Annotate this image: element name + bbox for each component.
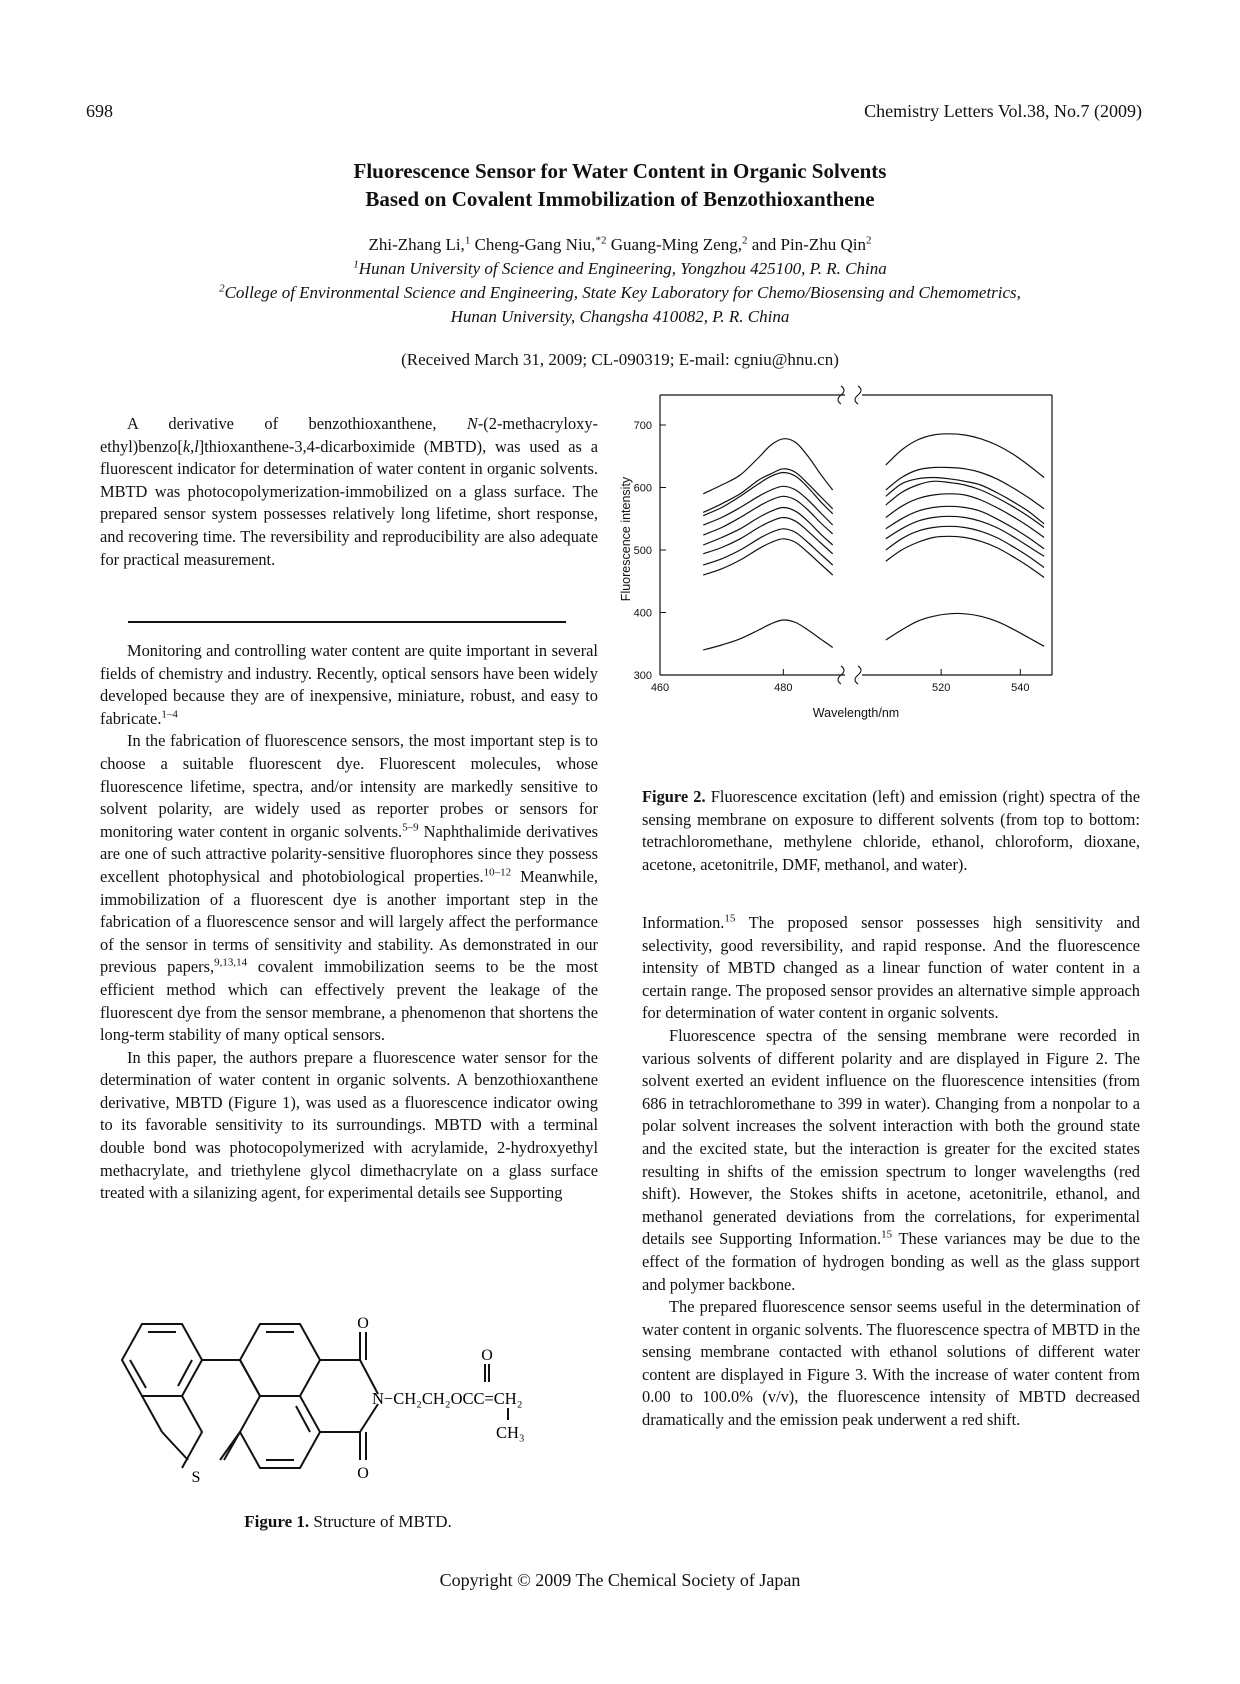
page-number: 698 — [86, 101, 113, 121]
p2-ref-2: 10–12 — [483, 866, 512, 879]
excitation-line-acetonitrile — [703, 518, 833, 554]
title-line-2: Based on Covalent Immobilization of Benzothioxanthene — [365, 187, 875, 211]
author-1: Zhi-Zhang Li, — [368, 235, 465, 254]
emission-line-tetrachloromethane — [886, 434, 1044, 478]
abstract-text-g: ]thioxanthene-3,4-dicarboximide (MBTD), was used as a fluorescent indicator for determination of water content in organic solvents. MBTD was photocopolymerization-immobilized on a glass surface. The prepared sensor system possesses relatively long lifetime, short response, and recovering time. The reversibility and reproducibility are also adequate for practical measurement. — [100, 436, 598, 569]
p2-text-b: Naphthalimide derivatives are one of such attractive polarity-sensitive fluorophores since they possess excellent photophysical and photobiological properties. — [100, 821, 599, 886]
author-4: and Pin-Zhu Qin — [747, 235, 866, 254]
atom-s: S — [191, 1469, 201, 1486]
author-block — [0, 233, 1240, 329]
figure-2-caption-text: Fluorescence excitation (left) and emission (right) spectra of the sensing membrane on exposure to different solvents (from top to bottom: tetrachloromethane, methylene chloride, ethanol, chloroform, dioxane, acetone, acetonitrile, DMF, methanol, and water). — [642, 787, 1140, 874]
body-right-column — [642, 912, 1140, 1432]
author-4-sup: 2 — [865, 234, 872, 247]
naphthalene-ring-1 — [240, 1324, 320, 1396]
emission-line-dioxane — [886, 494, 1044, 538]
y-tick-label: 300 — [633, 670, 652, 682]
y-tick-label: 500 — [633, 545, 652, 557]
paragraph-spectra — [642, 1025, 1140, 1296]
y-tick-label: 400 — [633, 607, 652, 620]
body-left-column — [100, 640, 598, 1205]
paragraph-fabrication — [100, 730, 598, 1046]
naphthalene-ring-2 — [240, 1396, 320, 1468]
atom-o-bottom: O — [357, 1465, 369, 1482]
side-chain-formula: N−CH₂CH₂OCC=CH₂ — [372, 1389, 523, 1408]
r-p1-text-a: Information. — [642, 913, 725, 932]
r-p2-ref: 15 — [881, 1228, 893, 1241]
paragraph-water-content: The prepared fluorescence sensor seems useful in the determination of water content in organic solvents. The fluorescence spectra of MBTD in the sensing membrane contacted with ethanol solutions of different water content are displayed in Figure 3. With the increase of water content from 0.00 to 100.0% (v/v), the fluorescence intensity of MBTD decreased dramatically and the emission peak underwent a red shift. — [642, 1297, 1140, 1430]
r-p1-ref: 15 — [724, 912, 736, 925]
methyl-group: CH₃ — [496, 1423, 525, 1442]
paragraph-this-paper: In this paper, the authors prepare a fluorescence water sensor for the determination of water content in organic solvents. A benzothioxanthene derivative, MBTD (Figure 1), was used as a fluorescence indicator owing to its favorable sensitivity to its surroundings. MBTD with a terminal double bond was photocopolymerized with acrylamide, 2-hydroxyethyl methacrylate, and triethylene glycol dimethacrylate on a glass surface treated with a silanizing agent, for experimental details see Supporting — [100, 1047, 598, 1203]
excitation-line-water — [703, 620, 833, 650]
excitation-line-chloroform — [703, 486, 833, 525]
r-p2-text-a: Fluorescence spectra of the sensing membrane were recorded in various solvents of different polarity and are displayed in Figure 2. The solvent exerted an evident influence on the fluorescence intensities (from 686 in tetrachloromethane to 399 in water). Changing from a nonpolar to a polar solvent increases the solvent interaction with both the ground state and the excited state, but the interaction is greater for the excited states resulting in shifts of the emission spectrum to longer wavelengths (red shift). However, the Stokes shifts in acetone, acetonitrile, ethanol, and methanol generated deviations from the correlations, for experimental details see Supporting Information. — [642, 1025, 1140, 1249]
journal-citation: Chemistry Letters Vol.38, No.7 (2009) — [864, 101, 1142, 121]
x-tick-label: 540 — [1011, 682, 1030, 694]
aff2-line1: College of Environmental Science and Engineering, State Key Laboratory for Chemo/Biosensing and Chemometrics, — [224, 283, 1021, 302]
figure-1-caption — [108, 1512, 588, 1532]
axis-break-mark — [855, 386, 861, 404]
aff1-sup: 1 — [353, 258, 359, 271]
excitation-line-dioxane — [703, 496, 833, 535]
p2-text-d: covalent immobilization seems to be the most efficient method which can effectively prevent the leakage of the fluorescent dye from the sensor membrane, a phenomenon that shortens the long-term stability of many optical sensors. — [100, 957, 598, 1045]
excitation-line-acetone — [703, 508, 833, 546]
abstract — [100, 413, 598, 571]
r-p1-text-b: The proposed sensor possesses high sensitivity and selectivity, good reversibility, and rapid response. And the fluorescence intensity of MBTD changed as a linear function of water content in a certain range. The proposed sensor provides an alternative simple approach for determination of water content in organic solvents. — [642, 913, 1140, 1023]
y-tick-label: 600 — [633, 482, 652, 495]
abstract-divider — [128, 621, 566, 623]
p1-text: Monitoring and controlling water content are quite important in several fields of chemistry and industry. Recently, optical sensors have been widely developed because they are of inexpensive, miniature, robust, and easy to fabricate. — [100, 641, 598, 728]
paper-title — [0, 157, 1240, 213]
paragraph-intro — [100, 640, 598, 730]
received-line: (Received March 31, 2009; CL-090319; E-mail: cgniu@hnu.cn) — [401, 350, 839, 369]
x-tick-label: 460 — [650, 682, 670, 694]
aff2-sup: 2 — [219, 282, 225, 295]
y-axis-label: Fluorescence intensity — [619, 476, 633, 602]
abstract-italic-l: l — [194, 436, 199, 456]
abstract-text-c: -(2-methacryloxy-ethyl)benzo[ — [100, 414, 598, 456]
excitation-line-tetrachloromethane — [703, 439, 833, 494]
author-2: Cheng-Gang Niu, — [470, 235, 596, 254]
p2-text-a: In the fabrication of fluorescence sensors, the most important step is to choose a suitable fluorescent dye. Fluorescent molecules, whose fluorescence lifetime, spectra, and/or intensity are markedly sensitive to solvent polarity, are widely used as reporter probes or sensors for monitoring water content in organic solvents. — [100, 731, 598, 841]
emission-line-methanol — [886, 536, 1044, 577]
y-tick-label: 700 — [633, 420, 652, 432]
figure-1-label: Figure 1. — [244, 1512, 310, 1531]
x-tick-label: 520 — [931, 682, 951, 694]
author-3-sup: 2 — [741, 234, 748, 247]
p2-text-c: Meanwhile, immobilization of a fluorescent dye is another important step in the fabrication of a fluorescence sensor and will largely affect the performance of the sensor in terms of sensitivity and stability. As demonstrated in our previous papers, — [100, 866, 598, 977]
atom-o-top: O — [357, 1315, 369, 1332]
affiliation-2 — [0, 281, 1240, 305]
figure-2-caption — [642, 786, 1140, 876]
title-line-1: Fluorescence Sensor for Water Content in Organic Solvents — [353, 159, 887, 183]
author-2-sup: *2 — [595, 234, 607, 247]
copyright-footer: Copyright © 2009 The Chemical Society of Japan — [439, 1570, 801, 1590]
figure-2-chart — [619, 405, 1180, 775]
author-names — [0, 233, 1240, 257]
abstract-text-a: A derivative of benzothioxanthene, — [127, 414, 467, 433]
p2-ref-3: 9,13,14 — [214, 956, 248, 969]
emission-line-water — [886, 613, 1044, 646]
affiliation-1 — [0, 257, 1240, 281]
excitation-line-methanol — [703, 539, 833, 575]
abstract-text-e: , — [190, 436, 195, 456]
aff1-text: Hunan University of Science and Engineering, Yongzhou 425100, P. R. China — [358, 259, 887, 278]
figure-1-caption-text: Structure of MBTD. — [313, 1512, 452, 1531]
axis-break-mark — [855, 666, 861, 684]
figure-1-structure — [100, 1315, 620, 1508]
excitation-line-ethanol — [703, 473, 833, 516]
x-tick-label: 480 — [774, 682, 793, 694]
atom-o-ester: O — [481, 1347, 493, 1364]
author-3: Guang-Ming Zeng, — [606, 235, 742, 254]
x-axis-label: Wavelength/nm — [812, 706, 900, 720]
abstract-italic-k: k — [182, 436, 191, 456]
benzene-ring — [122, 1324, 202, 1396]
abstract-italic-n: N — [466, 414, 478, 433]
author-1-sup: 1 — [464, 234, 471, 247]
figure-2-label: Figure 2. — [642, 787, 706, 806]
affiliation-2-line-2: Hunan University, Changsha 410082, P. R. China — [450, 307, 790, 326]
p1-ref: 1–4 — [161, 708, 178, 721]
r-p2-text-b: These variances may be due to the effect of the formation of hydrogen bonding as well as the glass support and polymer backbone. — [642, 1229, 1140, 1294]
p2-ref-1: 5–9 — [402, 821, 419, 834]
emission-line-acetonitrile — [886, 516, 1044, 556]
paragraph-information — [642, 912, 1140, 1025]
